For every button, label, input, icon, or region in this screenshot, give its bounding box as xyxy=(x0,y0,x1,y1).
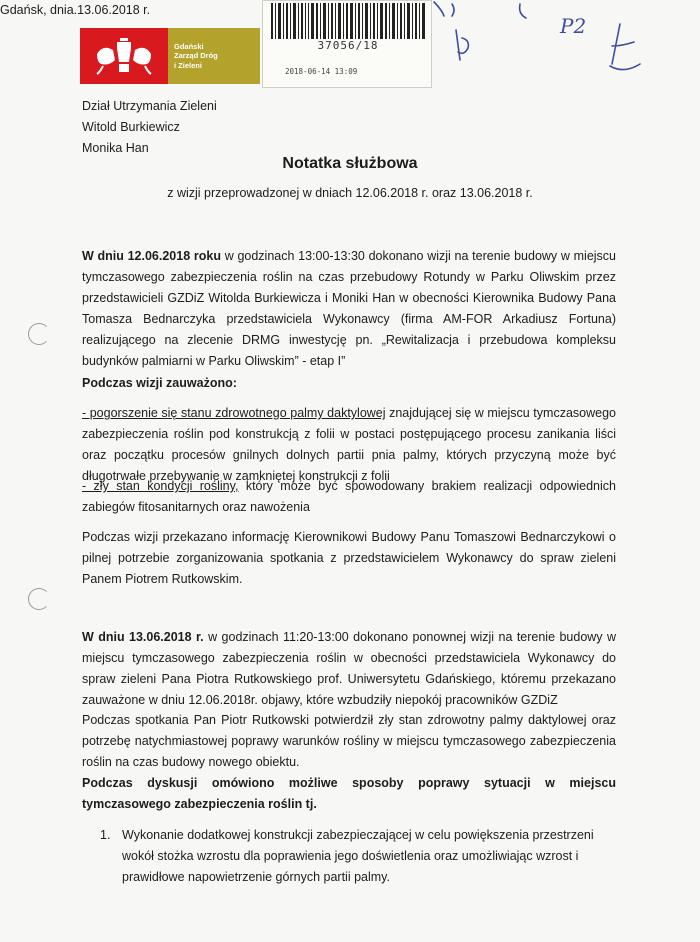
list-item-number: 1. xyxy=(100,828,111,842)
paragraph-visit-1 xyxy=(82,246,616,372)
paragraph-info: Podczas wizji przekazano informację Kierownikowi Budowy Panu Tomaszowi Bednarczykowi o pilnej potrzebie zorganizowania spotkania z przedstawicielem Wykonawcy do spraw zieleni Panem Piotrem Rutkowskim. xyxy=(82,530,616,586)
hand-initial-stroke xyxy=(456,30,468,60)
coat-of-arms-icon xyxy=(89,34,159,78)
discussion-heading: Podczas dyskusji omówiono możliwe sposoby poprawy sytuacji w miejscu tymczasowego zabezpieczenia roślin tj. xyxy=(82,776,616,811)
stamp-number: 37056/18 xyxy=(317,39,379,52)
logo-emblem xyxy=(80,28,168,84)
document-title: Notatka służbowa xyxy=(282,155,418,172)
handwritten-mark: P2 xyxy=(560,14,587,38)
stamp-datetime: 2018-06-14 13:09 xyxy=(285,67,358,76)
gzdiz-logo xyxy=(80,28,260,84)
punch-hole-top xyxy=(28,323,50,345)
document-subtitle: z wizji przeprowadzonej w dniach 12.06.2018 r. oraz 13.06.2018 r. xyxy=(167,186,533,200)
observation-1-text: znajdującej się w miejscu tymczasowego zabezpieczenia roślin pod konstrukcją z folii w postaci postępującego procesu zanikania liści oraz początku procesów gnilnych dolnych partii pnia palmy, których przyczyną może być długotrwałe przebywanie w zamkniętej konstrukcji z folii xyxy=(82,406,616,483)
paragraph-meeting: Podczas spotkania Pan Piotr Rutkowski potwierdził zły stan zdrowotny palmy daktylowej oraz potrzebę natychmiastowej poprawy warunków rośliny w miejscu tymczasowego zabezpieczenia roślin na czas budowy nowego obiektu. xyxy=(82,713,616,769)
sender-block xyxy=(82,96,217,159)
logo-line-1: Gdański xyxy=(174,41,204,51)
visit-2-text: w godzinach 11:20-13:00 dokonano ponownej wizji na terenie budowy w miejscu tymczasowego zabezpieczenia roślin w obecności przedstawiciela Wykonawcy do spraw zieleni Pana Piotra Rutkowskiego prof. Uniwersytetu Gdańskiego, któremu przekazano zauważone w dniu 12.06.2018r. objawy, które wzbudziły niepokój pracowników GZDiZ xyxy=(82,630,616,707)
list-item-text: Wykonanie dodatkowej konstrukcji zabezpieczającej w celu powiększenia przestrzeni wokół stożka wzrostu dla poprawienia jego doświetlenia oraz umożliwiając wzrost i prawidłowe napowietrzenie górnych partii palmy. xyxy=(122,828,594,884)
observation-2-lead: - zły stan kondycji rośliny, xyxy=(82,479,239,493)
sender-department: Dział Utrzymania Zieleni xyxy=(82,99,217,113)
registration-stamp xyxy=(262,0,432,88)
visit-1-date: W dniu 12.06.2018 roku xyxy=(82,249,221,263)
observation-2-text: który może być spowodowany brakiem realizacji odpowiednich zabiegów fitosanitarnych oraz nawożenia xyxy=(82,479,616,514)
observation-1 xyxy=(82,403,616,487)
paragraph-visit-2 xyxy=(82,627,616,711)
visit-1-text: w godzinach 13:00-13:30 dokonano wizji na terenie budowy w miejscu tymczasowego zabezpieczenia roślin na czas przebudowy Rotundy w Parku Oliwskim przez przedstawicieli GZDiZ Witolda Burkiewicza i Moniki Han w obecności Kierownika Budowy Pana Tomasza Bednarczyka przedstawiciela Wykonawcy (firma AM-FOR Arkadiusz Fortuna) realizującego na zlecenie DRMG inwestycję pn. „Rewitalizacja i przebudowa kompleksu budynków palmiarni w Parku Oliwskim” - etap I” xyxy=(82,249,616,368)
hand-signature-stroke xyxy=(610,24,640,70)
place-and-date: Gdańsk, dnia.13.06.2018 r. xyxy=(0,3,151,17)
logo-line-2: Zarząd Dróg xyxy=(174,51,218,61)
barcode-icon xyxy=(271,3,425,39)
visit-2-date: W dniu 13.06.2018 r. xyxy=(82,630,204,644)
sender-name-2: Monika Han xyxy=(82,141,149,155)
observation-1-lead: - pogorszenie się stanu zdrowotnego palmy daktylowej xyxy=(82,406,386,420)
observation-2 xyxy=(82,476,616,518)
logo-line-3: i Zieleni xyxy=(174,60,202,70)
logo-wordmark xyxy=(168,28,260,84)
punch-hole-bottom xyxy=(28,588,50,610)
sender-name-1: Witold Burkiewicz xyxy=(82,120,180,134)
observed-heading: Podczas wizji zauważono: xyxy=(82,376,237,390)
